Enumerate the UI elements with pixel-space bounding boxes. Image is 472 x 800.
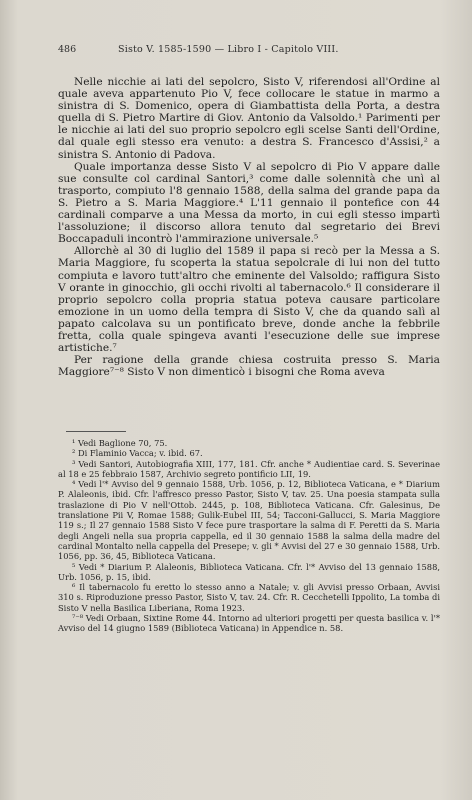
- footnote: ¹ Vedi Baglione 70, 75.: [72, 438, 168, 448]
- footnotes: [58, 438, 440, 634]
- page-header: [58, 44, 440, 58]
- paragraph: Per ragione della grande chiesa costruita presso S. Maria Maggiore⁷⁻⁸ Sisto V non dimenticò i bisogni che Roma aveva: [58, 354, 440, 379]
- footnote: ⁶ Il tabernacolo fu eretto lo stesso anno a Natale; v. gli Avvisi presso Orbaan, Avvisi 310 s. Riproduzione presso Pastor, Sisto V, tav. 24. Cfr. R. Cecchetelli Ippolito, La tomba di Sisto V nella Basilica Liberiana, Roma 1923.: [58, 582, 440, 613]
- footnote: ⁵ Vedi * Diarium P. Alaleonis, Biblioteca Vaticana. Cfr. l'* Avviso del 13 gennaio 1588, Urb. 1056, p. 15, ibid.: [58, 561, 440, 582]
- page-number: 486: [58, 44, 77, 55]
- main-text: [58, 76, 440, 378]
- paragraph: Allorchè al 30 di luglio del 1589 il papa si recò per la Messa a S. Maria Maggiore, fu scoperta la statua sepolcrale di lui non del tutto compiuta e lavoro tutt'altro che eminente del Valsoldo; raffigura Sisto V orante in ginocchio, gli occhi rivolti al tabernacolo.⁶ Il considerare il proprio sepolcro colla propria statua poteva causare particolare emozione in un uomo della tempra di Sisto V, che da quando salì al papato calcolava su un pontificato breve, donde anche la febbrile fretta, colla quale spingeva avanti l'esecuzione delle sue imprese artistiche.⁷: [58, 245, 440, 355]
- footnote: ² Di Flaminio Vacca; v. ibid. 67.: [72, 448, 203, 459]
- footnote: ⁷⁻⁸ Vedi Orbaan, Sixtine Rome 44. Intorno ad ulteriori progetti per questa basilica v. l'* Avviso del 14 giugno 1589 (Biblioteca Vaticana) in Appendice n. 58.: [58, 613, 440, 634]
- footnote-divider: [66, 431, 126, 432]
- paragraph: Nelle nicchie ai lati del sepolcro, Sisto V, riferendosi all'Ordine al quale aveva appartenuto Pio V, fece collocare le statue in marmo a sinistra di S. Domenico, opera di Giambattista della Porta, a destra quella di S. Pietro Martire di Giov. Antonio da Valsoldo.¹ Parimenti per le nicchie ai lati del suo proprio sepolcro egli scelse Santi dell'Ordine, dal quale egli stesso era venuto: a destra S. Francesco d'Assisi,² a sinistra S. Antonio di Padova.: [58, 76, 440, 161]
- footnote: ⁴ Vedi l'* Avviso del 9 gennaio 1588, Urb. 1056, p. 12, Biblioteca Vaticana, e * Diarium P. Alaleonis, ibid. Cfr. l'affresco presso Pastor, Sisto V, tav. 25. Una poesia stampata sulla traslazione di Pio V nell'Ottob. 2445, p. 108, Biblioteca Vaticana. Cfr. Galesinus, De translatione Pii V, Romae 1588; Gulik-Eubel III, 54; Tacconi-Gallucci, S. Maria Maggiore 119 s.; Il 27 gennaio 1588 Sisto V fece pure trasportare la salma di F. Peretti da S. Maria degli Angeli nella sua propria cappella, ed il 30 gennaio 1588 la salma della madre del cardinal Montalto nella cappella del Presepe; v. gli * Avvisi del 27 e 30 gennaio 1588, Urb. 1056, pp. 36, 45, Biblioteca Vaticana.: [58, 479, 440, 562]
- running-title: Sisto V. 1585-1590 — Libro I - Capitolo VIII.: [118, 44, 339, 55]
- paragraph: Quale importanza desse Sisto V al sepolcro di Pio V appare dalle sue consulte col cardinal Santori,³ come dalle solennità che unì al trasporto, compiuto l'8 gennaio 1588, della salma del grande papa da S. Pietro a S. Maria Maggiore.⁴ L'11 gennaio il pontefice con 44 cardinali comparve a una Messa da morto, in cui egli stesso impartì l'assoluzione; il discorso allora tenuto dal segretario dei Brevi Boccapaduli incontrò l'ammirazione universale.⁵: [58, 160, 440, 246]
- footnote: ³ Vedi Santori, Autobiografia XIII, 177, 181. Cfr. anche * Audientiae card. S. Severinae al 18 e 25 febbraio 1587, Archivio segreto pontificio LII, 19.: [58, 458, 440, 479]
